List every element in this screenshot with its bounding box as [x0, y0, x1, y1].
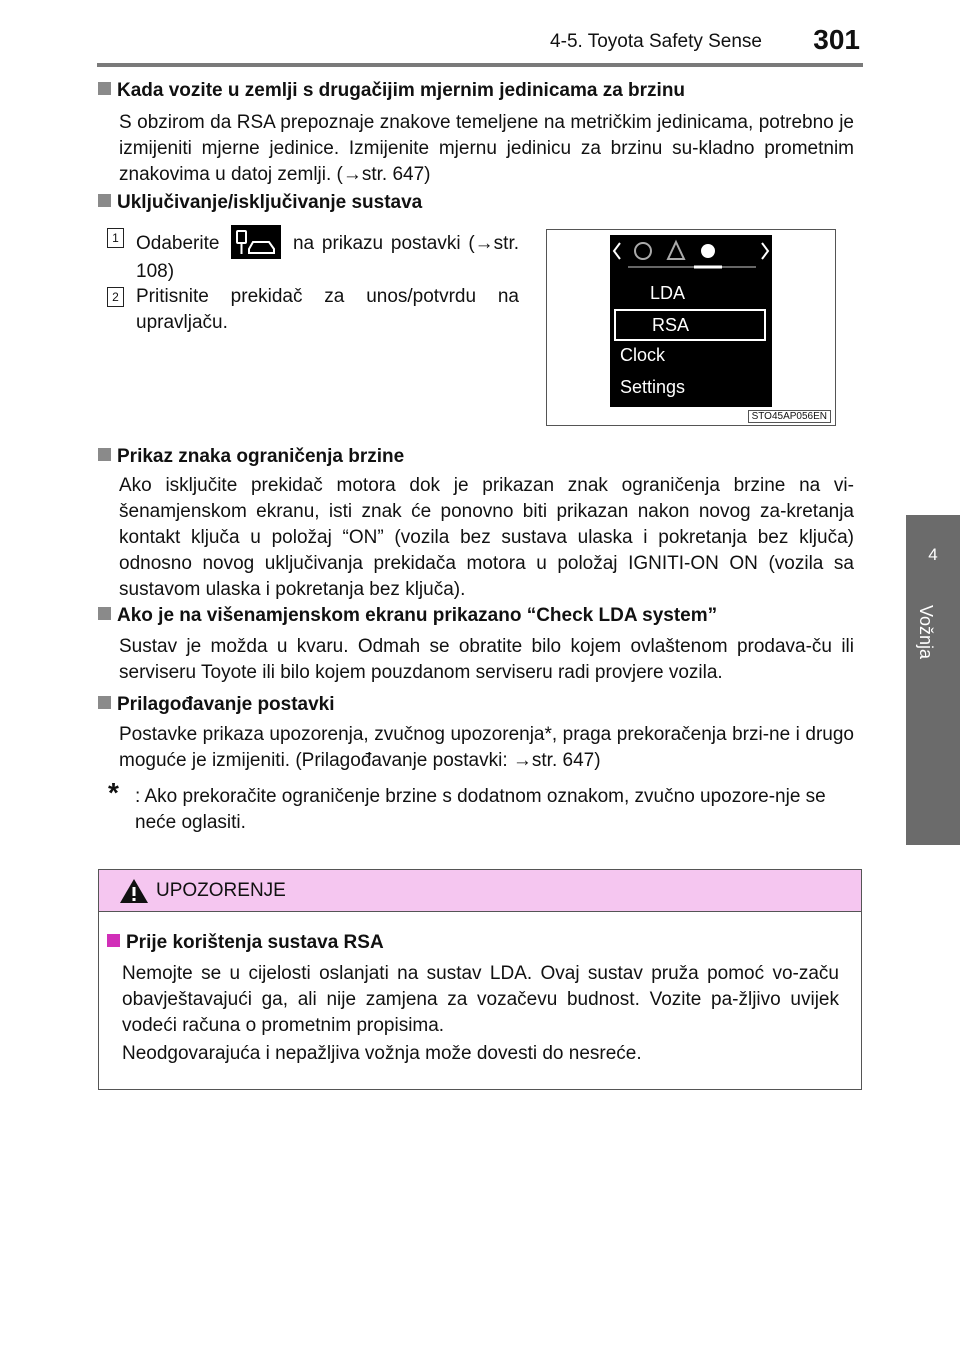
menu-item-rsa[interactable]: RSA	[614, 309, 766, 341]
para-check-lda: Sustav je možda u kvaru. Odmah se obratite bilo kojem ovlaštenom prodava-ču ili serviseru Toyote ili bilo kojem pouzdanom serviseru radi provjere vozila.	[119, 636, 854, 683]
screen-tab-icons	[610, 235, 772, 271]
bullet-square-icon	[98, 448, 111, 461]
para-settings: Postavke prikaza upozorenja, zvučnog upozorenja*, praga prekoračenja brzi-ne i drugo moguće je izmijeniti. (Prilagođavanje postavki: →str. 647)	[119, 724, 854, 771]
step-1: 1 Odaberite na prikazu postavki (→str. 108)	[107, 225, 519, 285]
step-number-1: 1	[107, 228, 124, 248]
para-speed-sign: Ako isključite prekidač motora dok je prikazan znak ograničenja brzine na vi-šenamjenskom ekranu, isti znak će ponovno biti prikazan nakon novog za-kretanja kontakt ključa u položaj “ON” (vozila bez sustava ulaska i pokretanja bez ključa) odnosno novog uključivanja prekidača motora u položaj IGNITI-ON ON (vozila sa sustavom ulaska i pokretanja bez ključa).	[119, 475, 854, 600]
heading-on-off: Uključivanje/isključivanje sustava	[98, 192, 422, 214]
bullet-square-icon	[107, 934, 120, 947]
warning-header	[99, 870, 861, 912]
para-speed-units: S obzirom da RSA prepoznaje znakove temeljene na metričkim jedinicama, potrebno je izmijeniti mjerne jedinice. Izmijenite mjernu jedinicu za brzinu su-kladno prometnim znakovima u datoj zemlji. (→str. 647)	[119, 112, 854, 185]
warning-triangle-icon	[119, 877, 149, 905]
bullet-square-icon	[98, 194, 111, 207]
page-header	[100, 24, 860, 58]
bullet-square-icon	[98, 82, 111, 95]
step-2: 2 Pritisnite prekidač za unos/potvrdu na upravljaču.	[107, 284, 519, 336]
footnote-mark: *	[108, 777, 119, 808]
chapter-label: Vožnja	[916, 605, 936, 660]
warning-box	[98, 869, 862, 1090]
page-number: 301	[813, 24, 860, 55]
bullet-square-icon	[98, 696, 111, 709]
chapter-tab	[906, 515, 960, 845]
heading-settings: Prilagođavanje postavki	[98, 694, 335, 716]
menu-item-settings[interactable]: Settings	[620, 377, 686, 397]
warning-para-1: Nemojte se u cijelosti oslanjati na sustav LDA. Ovaj sustav pruža pomoć vo-začu obavještavajući ga, ali nije zamjena za vozačevu budnost. Vozite pa-žljivo uvijek vodeći računa o prometnim propisima.	[122, 963, 839, 1036]
menu-item-lda[interactable]: LDA	[650, 283, 686, 303]
warning-title: UPOZORENJE	[156, 880, 286, 901]
heading-check-lda: Ako je na višenamjenskom ekranu prikazano “Check LDA system”	[98, 605, 717, 627]
warning-para-2: Neodgovarajuća i nepažljiva vožnja može dovesti do nesreće.	[122, 1043, 642, 1064]
heading-speed-sign: Prikaz znaka ograničenja brzine	[98, 446, 404, 468]
step-number-2: 2	[107, 287, 124, 307]
chapter-number: 4	[928, 545, 938, 564]
section-title: 4-5. Toyota Safety Sense	[550, 31, 762, 52]
heading-speed-units: Kada vozite u zemlji s drugačijim mjernim jedinicama za brzinu	[98, 80, 685, 102]
header-rule	[97, 63, 863, 67]
settings-screen	[610, 235, 772, 407]
bullet-square-icon	[98, 607, 111, 620]
figure-code: STO45AP056EN	[748, 410, 831, 423]
rsa-car-icon	[231, 225, 281, 259]
footnote: * : Ako prekoračite ograničenje brzine s dodatnom oznakom, zvučno upozore-nje se neće oglasiti.	[108, 777, 826, 833]
display-illustration	[546, 229, 836, 426]
warning-heading: Prije korištenja sustava RSA	[107, 932, 384, 954]
menu-item-clock[interactable]: Clock	[620, 345, 666, 365]
